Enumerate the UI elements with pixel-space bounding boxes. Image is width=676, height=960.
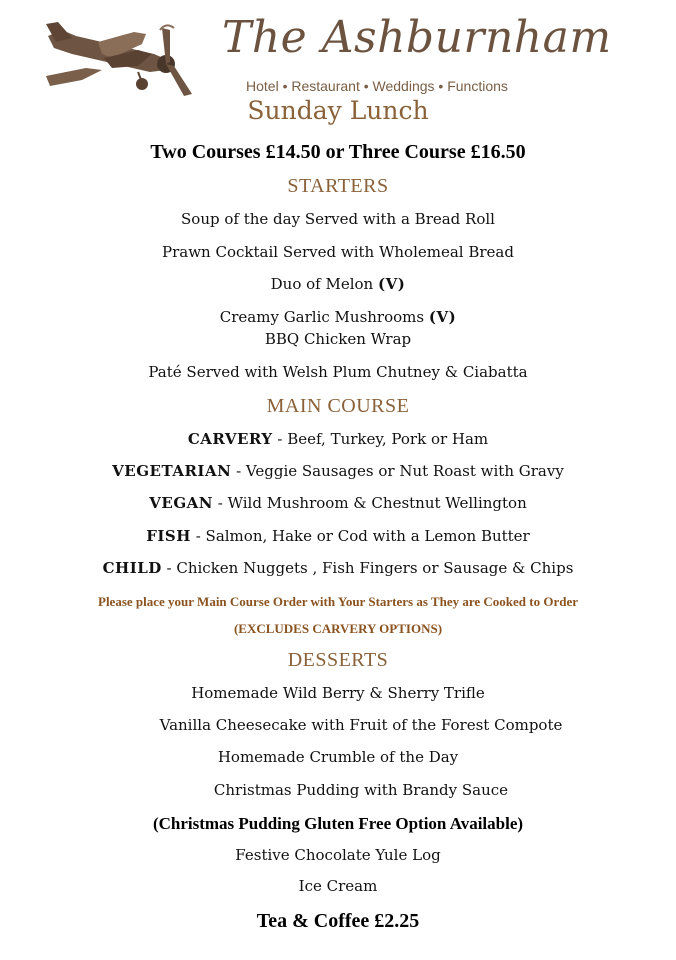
main-course-label: FISH	[146, 527, 191, 545]
brand-tagline: Hotel • Restaurant • Weddings • Functions	[246, 78, 508, 94]
gluten-free-note: (Christmas Pudding Gluten Free Option Available)	[152, 814, 524, 833]
starter-item: Prawn Cocktail Served with Wholemeal Bread	[162, 243, 514, 261]
airplane-logo-icon	[42, 14, 198, 102]
main-course-description: - Beef, Turkey, Pork or Ham	[272, 430, 489, 448]
main-course-item	[0, 462, 676, 480]
main-course-description: - Wild Mushroom & Chestnut Wellington	[212, 494, 527, 512]
main-course-item	[0, 494, 676, 512]
main-course-item	[0, 430, 676, 448]
order-note: Please place your Main Course Order with Your Starters as They are Cooked to Order	[98, 594, 578, 609]
main-course-item	[0, 527, 676, 545]
starter-item	[0, 308, 676, 326]
starter-item	[0, 275, 676, 293]
vegetarian-marker: (V)	[378, 275, 406, 293]
dessert-item: Homemade Wild Berry & Sherry Trifle	[191, 684, 485, 702]
main-course-item	[0, 559, 676, 577]
carvery-exclusion-note: (EXCLUDES CARVERY OPTIONS)	[233, 621, 443, 636]
dessert-item: Festive Chocolate Yule Log	[235, 846, 441, 864]
main-course-label: VEGETARIAN	[112, 462, 232, 480]
starters-heading: STARTERS	[287, 175, 389, 197]
dessert-item: Christmas Pudding with Brandy Sauce	[213, 781, 509, 799]
starter-item-name: Creamy Garlic Mushrooms	[219, 308, 425, 326]
dessert-item: Vanilla Cheesecake with Fruit of the Forest Compote	[159, 716, 563, 734]
main-course-description: - Salmon, Hake or Cod with a Lemon Butter	[190, 527, 530, 545]
course-prices: Two Courses £14.50 or Three Course £16.50	[150, 141, 526, 163]
starter-item-name: Duo of Melon	[270, 275, 374, 293]
main-course-description: - Chicken Nuggets , Fish Fingers or Sausage & Chips	[161, 559, 574, 577]
starter-item: Soup of the day Served with a Bread Roll	[181, 210, 495, 228]
header	[0, 0, 676, 100]
main-course-heading: MAIN COURSE	[266, 395, 410, 417]
main-course-label: VEGAN	[149, 494, 213, 512]
main-course-label: CHILD	[102, 559, 162, 577]
desserts-heading: DESSERTS	[287, 649, 389, 671]
brand-name: The Ashburnham	[222, 12, 612, 63]
main-course-label: CARVERY	[187, 430, 273, 448]
main-course-description: - Veggie Sausages or Nut Roast with Gravy	[231, 462, 564, 480]
vegetarian-marker: (V)	[428, 308, 457, 326]
dessert-item: Homemade Crumble of the Day	[217, 748, 459, 766]
menu-title: Sunday Lunch	[247, 96, 429, 125]
starter-item: BBQ Chicken Wrap	[264, 330, 412, 348]
dessert-item: Ice Cream	[298, 877, 378, 895]
tea-coffee-price: Tea & Coffee £2.25	[256, 910, 420, 932]
starter-item: Paté Served with Welsh Plum Chutney & Ciabatta	[148, 363, 528, 381]
